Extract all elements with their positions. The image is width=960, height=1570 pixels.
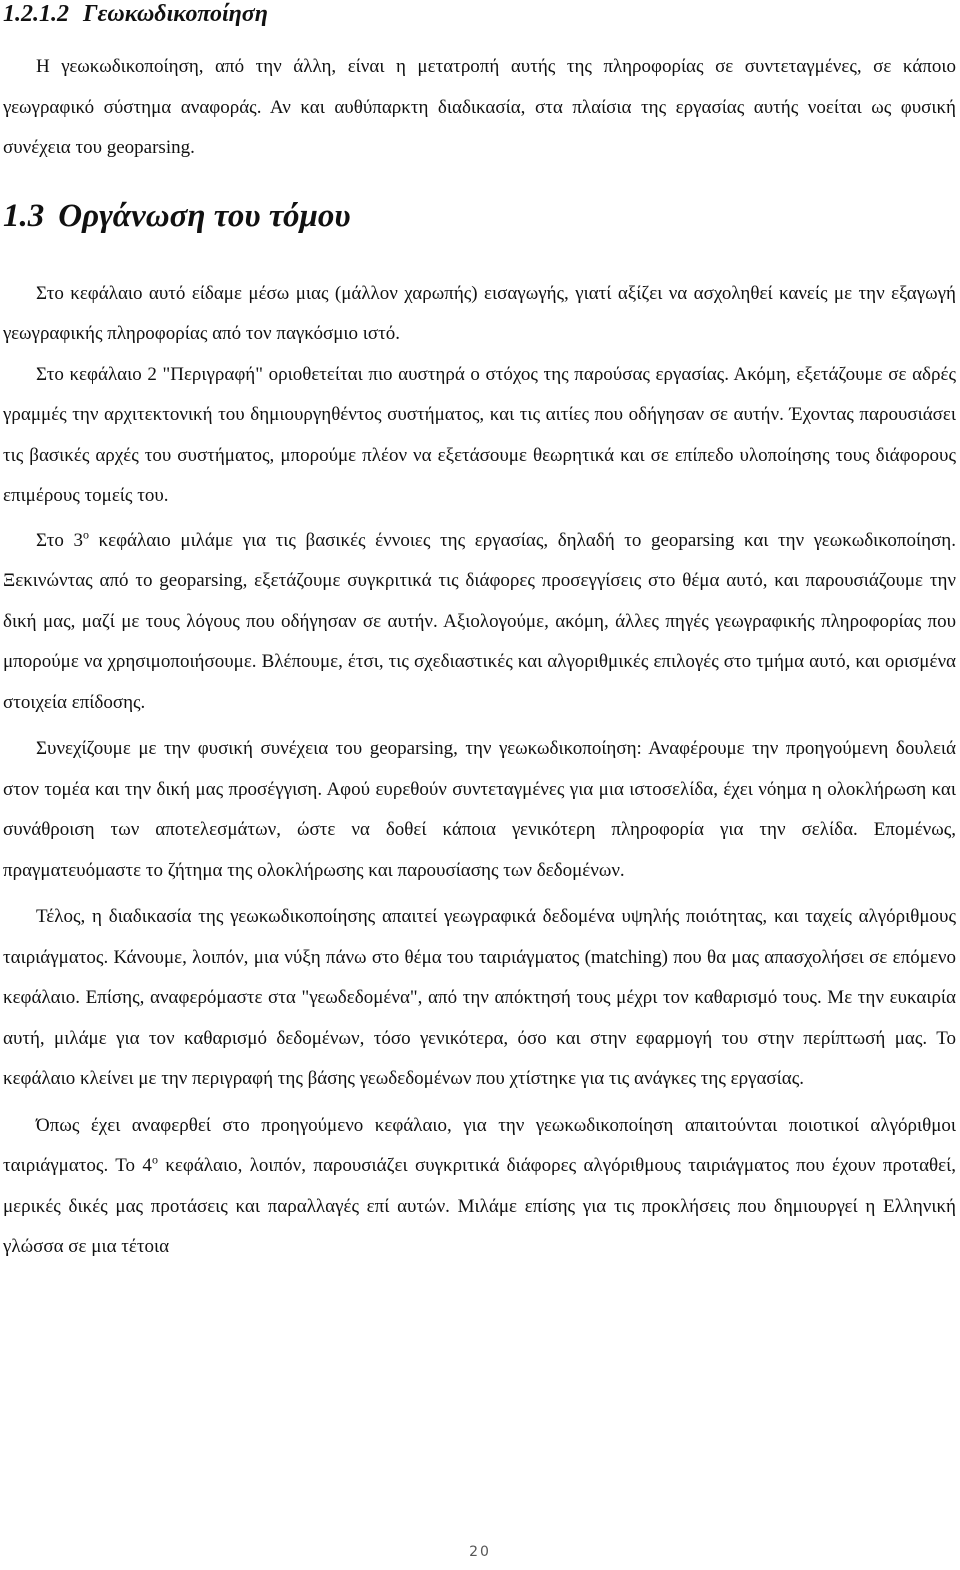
page-number: 20: [469, 1544, 491, 1560]
paragraph-4: Συνεχίζουμε με την φυσική συνέχεια του geoparsing, την γεωκωδικοποίηση: Αναφέρουμε την προηγούμενη δουλειά στον τομέα και την δική μας προσέγγιση. Αφού ευρεθούν συντεταγμένες για μια ιστοσελίδα, έχει νόημα η ολοκλήρωση και συνάθροιση των αποτελεσμάτων, ώστε να δοθεί κάποια γενικότερη πληροφορία για την σελίδα. Επομένως, πραγματευόμαστε το ζήτημα της ολοκλήρωσης και παρουσίασης των δεδομένων.: [3, 738, 956, 881]
paragraph-1: Στο κεφάλαιο αυτό είδαμε μέσω μιας (μάλλον χαρωπής) εισαγωγής, γιατί αξίζει να ασχοληθεί κανείς με την εξαγωγή γεωγραφικής πληροφορίας από τον παγκόσμιο ιστό.: [3, 282, 956, 344]
geocoding-paragraph: [3, 47, 956, 169]
paragraph-6: Όπως έχει αναφερθεί στο προηγούμενο κεφάλαιο, για την γεωκωδικοποίηση απαιτούνται ποιοτικοί αλγόριθμοι ταιριάγματος. Το $4^o$ κεφάλαιο, λοιπόν, παρουσιάζει συγκριτικά διάφορες αλγόριθμους ταιριάγματος που έχουν προταθεί, μερικές δικές μας προτάσεις και παραλλαγές επί αυτών. Μιλάμε επίσης για τις προκλήσεις που δημιουργεί η Ελληνική γλώσσα σε μια τέτοια: [3, 1114, 957, 1257]
subsection-number: 1.2.1.2: [3, 1, 69, 27]
paragraph-2: Στο κεφάλαιο 2 "Περιγραφή" οριοθετείται πιο αυστηρά ο στόχος της παρούσας εργασίας. Ακόμη, εξετάζουμε σε αδρές γραμμές την αρχιτεκτονική του δημιουργηθέντος συστήματος, και τις αιτίες που οδήγησαν σε αυτήν. Έχοντας παρουσιάσει τις βασικές αρχές του συστήματος, μπορούμε πλέον να εξετάσουμε θεωρητικά και σε επίπεδο υλοποίησης τους διάφορους επιμέρους τομείς του.: [3, 363, 956, 506]
subsection-title: Γεωκωδικοποίηση: [83, 1, 268, 27]
paragraph-3: Στο $3^o$ κεφάλαιο μιλάμε για τις βασικές έννοιες της εργασίας, δηλαδή το geoparsing και την γεωκωδικοποίηση. Ξεκινώντας από το geoparsing, εξετάζουμε συγκριτικά τις διάφορες προσεγγίσεις στο θέμα αυτό, και παρουσιάζουμε την δική μας, μαζί με τους λόγους που οδήγησαν σε αυτήν. Αξιολογούμε, ακόμη, άλλες πηγές γεωγραφικής πληροφορίας που μπορούμε να χρησιμοποιήσουμε. Βλέπουμε, έτσι, τις σχεδιαστικές και αλγοριθμικές επιλογές στο τμήμα αυτό, και ορισμένα στοιχεία επίδοσης.: [3, 527, 956, 713]
subsection-heading: [3, 0, 956, 28]
section-heading: [3, 184, 956, 248]
paragraph: Η γεωκωδικοποίηση, από την άλλη, είναι η μετατροπή αυτής της πληροφορίας σε συντεταγμένες, σε κάποιο γεωγραφικό σύστημα αναφοράς. Αν και αυθύπαρκτη διαδικασία, στα πλαίσια της εργασίας αυτής νοείται ως φυσική συνέχεια του geoparsing.: [3, 56, 956, 158]
paragraph-5: Τέλος, η διαδικασία της γεωκωδικοποίησης απαιτεί γεωγραφικά δεδομένα υψηλής ποιότητας, και ταχείς αλγόριθμους ταιριάγματος. Κάνουμε, λοιπόν, μια νύξη πάνω στο θέμα του ταιριάγματος (matching) που θα μας απασχολήσει σε επόμενο κεφάλαιο. Επίσης, αναφερόμαστε στα "γεωδεδομένα", από την απόκτησή τους μέχρι τον καθαρισμό τους. Με την ευκαιρία αυτή, μιλάμε για τον καθαρισμό δεδομένων, τόσο γενικότερα, όσο και στην εφαρμογή του στην περίπτωσή μας. Το κεφάλαιο κλείνει με την περιγραφή της βάσης γεωδεδομένων που χτίστηκε για τις ανάγκες της εργασίας.: [3, 906, 956, 1089]
volume-organization-text: [3, 274, 956, 1268]
section-title: Οργάνωση του τόμου: [58, 197, 351, 234]
section-number: 1.3: [3, 197, 45, 234]
